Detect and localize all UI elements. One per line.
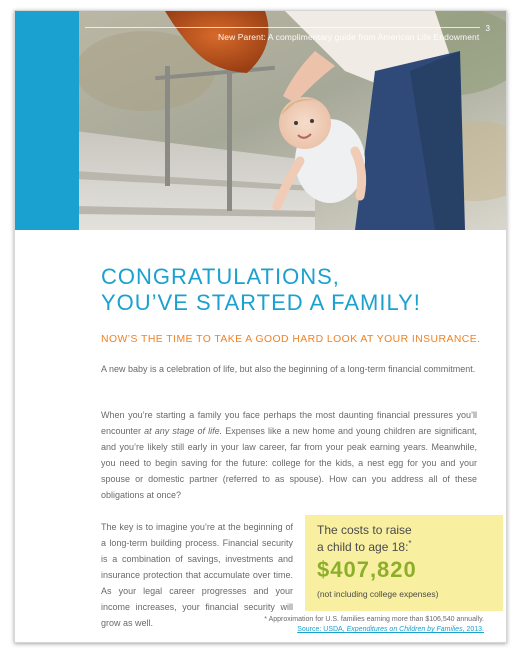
- footnote: [264, 615, 484, 635]
- paragraph-pressures-emphasis: at any stage of life.: [144, 426, 223, 436]
- paragraph-pressures-end: Expenses like a new home and young children are significant, and you’re likely still early in your law career, far from your peak earning years. Meanwhile, you need to begin saving for the future: college for the kids, a nest egg for you and your spouse or domestic partner (referred to as spouse). How can you address all of these obligations at once?: [101, 426, 478, 500]
- hero-photo: [15, 11, 506, 230]
- header-rule: [85, 27, 480, 28]
- paragraph-intro: A new baby is a celebration of life, but also the beginning of a long-term financial commitment.: [101, 364, 476, 374]
- page-number: 3: [485, 24, 490, 33]
- document-page: [14, 10, 507, 643]
- page-title-line1: CONGRATULATIONS,: [101, 264, 340, 289]
- footnote-source-suffix: , 2013.: [462, 626, 484, 633]
- footnote-text: * Approximation for U.S. families earning more than $106,540 annually.: [264, 616, 484, 623]
- footnote-source-link[interactable]: [264, 625, 484, 635]
- cost-callout-box: [305, 515, 503, 611]
- callout-line2: [317, 539, 412, 554]
- callout-note: (not including college expenses): [317, 589, 439, 599]
- paragraph-pressures-start: When you’re starting a family you face perhaps the most daunting financial pressures you’ll encounter: [101, 410, 477, 436]
- paragraph-pressures: [101, 407, 477, 503]
- callout-amount: $407,820: [317, 557, 417, 582]
- footnote-source-prefix: Source: USDA,: [297, 626, 347, 633]
- callout-line2-text: a child to age 18:: [317, 540, 409, 554]
- footnote-source-title: Expenditures on Children by Families: [346, 626, 463, 633]
- callout-line1: The costs to raise: [317, 523, 412, 537]
- running-head: New Parent: A complimentary guide from American Life Endowment: [218, 32, 480, 42]
- page-title: [101, 264, 481, 316]
- page-title-line2: YOU’VE STARTED A FAMILY!: [101, 290, 421, 315]
- subheading: NOW’S THE TIME TO TAKE A GOOD HARD LOOK AT YOUR INSURANCE.: [101, 334, 481, 345]
- paragraph-building: The key is to imagine you’re at the beginning of a long-term building process. Financial security is a combination of savings, investments and insurance protection that accumulate over time. As your legal career progresses and your income increases, your financial security will grow as well.: [101, 522, 293, 628]
- callout-asterisk: *: [408, 539, 412, 548]
